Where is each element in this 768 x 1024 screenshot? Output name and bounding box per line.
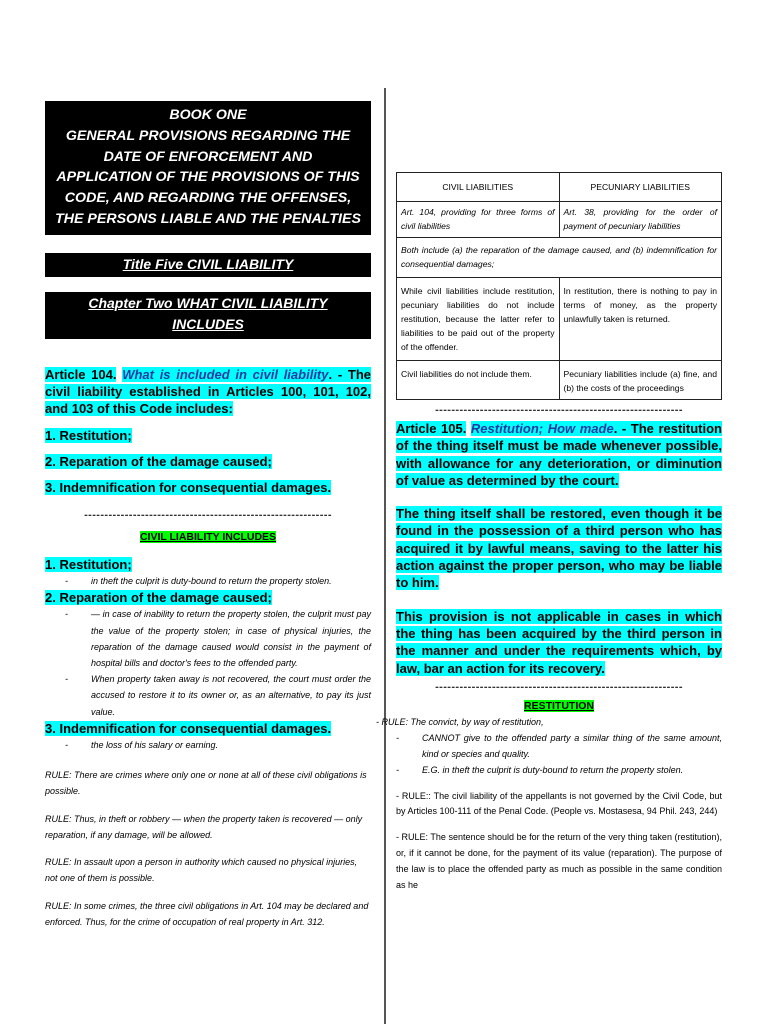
restitution-heading bbox=[45, 556, 371, 573]
list-item: - CANNOT give to the offended party a similar thing of the same amount, kind or species and quality. bbox=[396, 730, 722, 762]
rule-paragraph: RULE: In assault upon a person in authority which caused no physical injuries, not one of them is possible. bbox=[45, 857, 358, 884]
reparation-heading bbox=[45, 589, 371, 606]
article-104-item-3 bbox=[45, 479, 371, 496]
article-104-item-1-text: 1. Restitution; bbox=[45, 427, 132, 443]
rule-paragraph: RULE: There are crimes where only one or none at all of these civil obligations is possible. bbox=[45, 770, 367, 797]
book-heading-box bbox=[45, 101, 371, 235]
chapter-heading bbox=[45, 292, 371, 339]
separator-dashes: ------------------------------------------------------------- bbox=[84, 508, 332, 521]
list-item: - E.G. in theft the culprit is duty-bound to return the property stolen. bbox=[396, 762, 722, 778]
article-105-heading: Restitution; How made bbox=[470, 421, 614, 436]
reparation-bullets bbox=[45, 606, 371, 719]
restitution-heading-text: 1. Restitution; bbox=[45, 556, 132, 572]
title-heading: Title Five CIVIL LIABILITY bbox=[45, 253, 371, 277]
separator-dashes: ------------------------------------------------------------- bbox=[435, 404, 683, 416]
table-cell: Both include (a) the reparation of the damage caused, and (b) indemnification for consequential damages; bbox=[397, 238, 722, 278]
restitution-rule-1: - RULE: The convict, by way of restitution, bbox=[376, 716, 544, 727]
liabilities-comparison-table bbox=[396, 172, 722, 400]
book-line: THE PERSONS LIABLE AND THE PENALTIES bbox=[55, 210, 361, 227]
article-105-paragraph-2 bbox=[396, 505, 722, 591]
article-105-paragraph-3 bbox=[396, 608, 722, 677]
book-line: DATE OF ENFORCEMENT AND bbox=[103, 148, 313, 165]
chapter-line-1: Chapter Two WHAT CIVIL LIABILITY bbox=[88, 294, 328, 311]
table-header-civil: CIVIL LIABILITIES bbox=[397, 173, 560, 202]
list-item: - When property taken away is not recovered, the court must order the accused to restore it to its owner or, as an alternative, to pay its just value. bbox=[65, 671, 371, 720]
left-column bbox=[45, 101, 371, 930]
article-105-paragraph-2-text: The thing itself shall be restored, even though it be found in the possession of a third person who has acquired it by lawful means, saving to the latter his action against the proper person, who may be liable to him. bbox=[396, 506, 722, 591]
indemnification-bullets bbox=[45, 737, 371, 753]
table-row bbox=[397, 238, 722, 278]
article-105-paragraph-3-text: This provision is not applicable in cases in which the thing has been acquired by the third person in the manner and under the requirements which, by law, bar an action for its recovery. bbox=[396, 608, 722, 676]
list-item: - — in case of inability to return the property stolen, the culprit must pay the value of the property stolen; in case of physical injuries, the reparation of the damage caused would consist in the payment of hospital bills and doctor's fees to the offended party. bbox=[65, 606, 371, 671]
book-line: GENERAL PROVISIONS REGARDING THE bbox=[65, 127, 351, 144]
list-item-text: CANNOT give to the offended party a similar thing of the same amount, kind or species and quality. bbox=[422, 733, 722, 760]
book-line: BOOK ONE bbox=[169, 107, 247, 123]
rule-paragraph: RULE: Thus, in theft or robbery — when the property taken is recovered — only reparation, if any damage, will be allowed. bbox=[45, 813, 363, 840]
article-104-label: Article 104. bbox=[45, 366, 117, 382]
table-cell: Pecuniary liabilities include (a) fine, and (b) the costs of the proceedings bbox=[559, 361, 722, 400]
book-line: CODE, AND REGARDING THE OFFENSES, bbox=[64, 190, 352, 207]
reparation-heading-text: 2. Reparation of the damage caused; bbox=[45, 590, 272, 606]
table-row bbox=[397, 278, 722, 361]
list-item: - in theft the culprit is duty-bound to return the property stolen. bbox=[65, 575, 332, 586]
table-cell: Civil liabilities do not include them. bbox=[397, 361, 560, 400]
table-cell: While civil liabilities include restitution, pecuniary liabilities do not include restitution, because the latter refer to liabilities to be paid out of the property of the offender. bbox=[397, 278, 560, 361]
table-cell: Art. 38, providing for the order of payment of pecuniary liabilities bbox=[559, 202, 722, 238]
civil-liability-includes-heading: CIVIL LIABILITY INCLUDES bbox=[139, 530, 277, 543]
article-104-item-2 bbox=[45, 453, 371, 470]
table-row bbox=[397, 361, 722, 400]
article-104-item-3-text: 3. Indemnification for consequential damages. bbox=[45, 480, 332, 496]
list-item-text: When property taken away is not recovered, the court must order the accused to restore it to its owner or, as an alternative, to pay its just value. bbox=[91, 674, 371, 717]
book-line: APPLICATION OF THE PROVISIONS OF THIS bbox=[56, 169, 360, 186]
indemnification-heading-text: 3. Indemnification for consequential damages. bbox=[45, 720, 332, 736]
list-item-text: — in case of inability to return the property stolen, the culprit must pay the value of the property stolen; in case of physical injuries, the reparation of the damage caused would consist in the payment of hospital bills and doctor's fees to the offended party. bbox=[91, 609, 371, 668]
restitution-rule-3: - RULE: The sentence should be for the return of the very thing taken (restitution), or, if it cannot be done, for the payment of its value (reparation). The purpose of the law is to place the offended party as much as possible in the same condition as he bbox=[396, 832, 722, 890]
article-104 bbox=[45, 366, 371, 418]
table-cell: In restitution, there is nothing to pay in terms of money, as the property unlawfully taken is returned. bbox=[559, 278, 722, 361]
article-104-heading: What is included in civil liability bbox=[122, 366, 329, 382]
article-105-body: . - The restitution of the thing itself must be made whenever possible, with allowance for any deterioration, or diminution of value as determined by the court. bbox=[396, 421, 723, 488]
article-105 bbox=[396, 420, 722, 489]
chapter-line-2: INCLUDES bbox=[172, 315, 244, 332]
list-item-text: E.G. in theft the culprit is duty-bound to return the property stolen. bbox=[422, 765, 684, 776]
table-header-pecuniary: PECUNIARY LIABILITIES bbox=[559, 173, 722, 202]
restitution-rule-bullets bbox=[396, 730, 722, 779]
list-item: - the loss of his salary or earning. bbox=[65, 740, 219, 751]
article-105-label: Article 105. bbox=[396, 421, 467, 436]
article-104-item-2-text: 2. Reparation of the damage caused; bbox=[45, 453, 272, 469]
indemnification-heading bbox=[45, 720, 371, 737]
article-104-item-1 bbox=[45, 427, 371, 444]
list-item-text: the loss of his salary or earning. bbox=[91, 740, 219, 751]
column-divider bbox=[384, 88, 386, 1024]
right-column bbox=[376, 172, 723, 893]
table-cell: Art. 104, providing for three forms of civil liabilities bbox=[397, 202, 560, 238]
table-row bbox=[397, 202, 722, 238]
restitution-rule-2: - RULE:: The civil liability of the appellants is not governed by the Civil Code, but by Articles 100-111 of the Penal Code. (People vs. Mostasesa, 94 Phil. 243, 244) bbox=[396, 790, 722, 817]
list-item-text: in theft the culprit is duty-bound to return the property stolen. bbox=[91, 575, 332, 586]
separator-dashes: ------------------------------------------------------------- bbox=[435, 680, 683, 693]
rule-paragraph: RULE: In some crimes, the three civil obligations in Art. 104 may be declared and enforced. Thus, for the crime of occupation of real property in Art. 312. bbox=[45, 900, 369, 927]
restitution-section-heading: RESTITUTION bbox=[524, 699, 594, 712]
article-104-body: . - The civil liability established in Articles 100, 101, 102, and 103 of this Code includes: bbox=[45, 366, 371, 417]
restitution-bullets bbox=[45, 573, 371, 589]
table-row bbox=[397, 173, 722, 202]
